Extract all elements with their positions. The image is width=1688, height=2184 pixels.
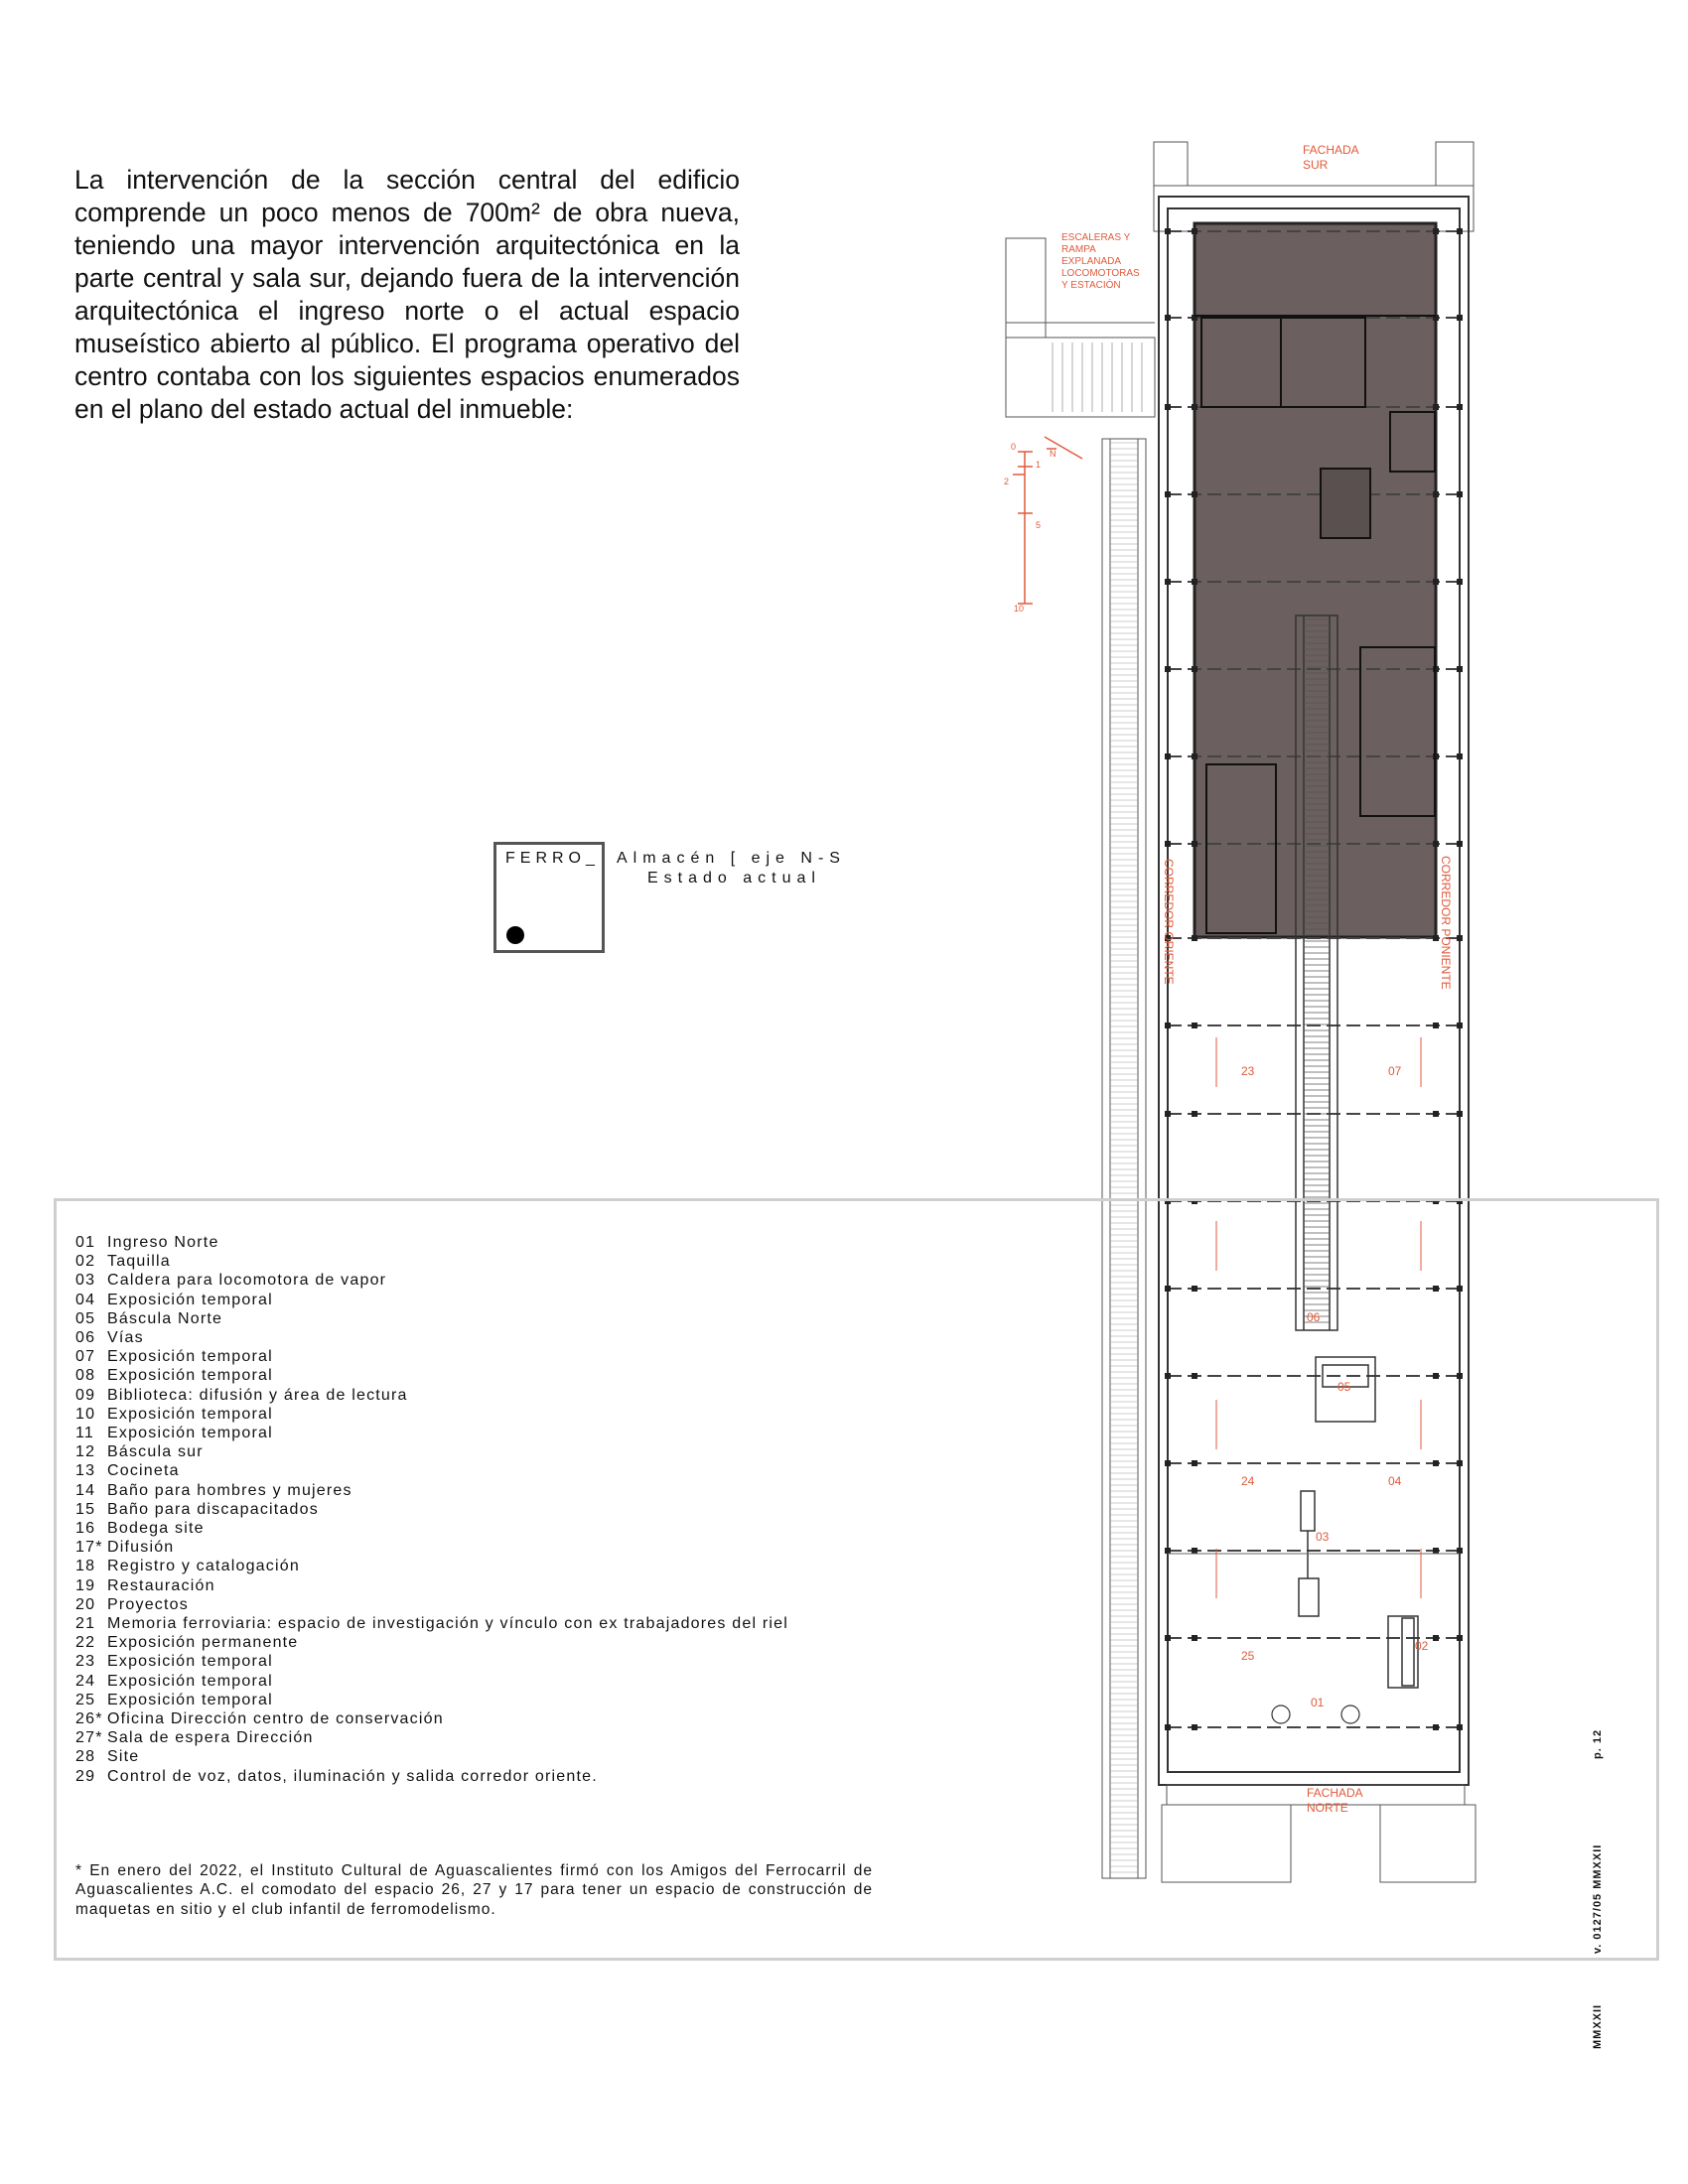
legend-item: [75, 1461, 788, 1480]
svg-text:0: 0: [1011, 442, 1017, 452]
intro-paragraph: La intervención de la sección central del edificio comprende un poco menos de 700m² de obra nueva, teniendo una mayor intervención arquitectónica en la parte central y sala sur, dejando fuera de la intervención arquitectónica el ingreso norte o el actual espacio museístico abierto al público. El programa operativo del centro contaba con los siguientes espacios enumerados en el plano del estado actual del inmueble:: [74, 164, 740, 424]
svg-text:LOCOMOTORAS: LOCOMOTORAS: [1061, 268, 1140, 279]
legend-text: Exposición temporal: [107, 1691, 273, 1708]
title-ferro: FERRO_: [505, 850, 600, 867]
legend-text: Proyectos: [107, 1595, 189, 1613]
legend-text: Taquilla: [107, 1253, 171, 1271]
legend-number: 25: [75, 1691, 96, 1708]
legend-text: Memoria ferroviaria: espacio de investigación y vínculo con ex trabajadores del riel: [107, 1615, 788, 1633]
scale-bar: [1013, 437, 1082, 604]
legend-text: Exposición temporal: [107, 1348, 273, 1366]
legend-text: Bodega site: [107, 1520, 205, 1538]
legend-text: Oficina Dirección centro de conservación: [107, 1710, 444, 1728]
legend-number: 10: [75, 1405, 96, 1423]
legend-number: 04: [75, 1291, 96, 1308]
corredor-poniente-label: CORREDOR PONIENTE: [1439, 856, 1453, 990]
svg-text:1: 1: [1036, 460, 1042, 470]
legend-text: Exposición temporal: [107, 1405, 273, 1423]
legend-item: [75, 1328, 788, 1347]
legend-item: [75, 1252, 788, 1271]
svg-text:5: 5: [1036, 520, 1042, 530]
room-06: 06: [1307, 1310, 1321, 1324]
legend-text: Exposición temporal: [107, 1672, 273, 1690]
corredor-oriente-label: CORREDOR ORIENTE: [1162, 859, 1176, 985]
escaleras-label: [1061, 232, 1140, 291]
legend-item: [75, 1576, 788, 1595]
legend-number: 14: [75, 1481, 96, 1499]
legend-item: [75, 1405, 788, 1424]
legend-text: Control de voz, datos, iluminación y salida corredor oriente.: [107, 1767, 598, 1785]
room-05: 05: [1337, 1380, 1351, 1394]
legend-item: [75, 1366, 788, 1385]
svg-text:FACHADA: FACHADA: [1307, 1786, 1363, 1800]
svg-text:NORTE: NORTE: [1307, 1801, 1348, 1815]
legend-text: Restauración: [107, 1576, 215, 1594]
legend-number: 22: [75, 1634, 96, 1652]
room-02: 02: [1415, 1639, 1429, 1653]
intervention-area: [1195, 223, 1436, 937]
svg-text:RAMPA: RAMPA: [1061, 244, 1096, 255]
svg-text:10: 10: [1014, 604, 1025, 614]
svg-text:FACHADA: FACHADA: [1303, 143, 1359, 157]
title-dot: [506, 926, 524, 944]
svg-text:N: N: [1050, 449, 1056, 459]
legend-text: Caldera para locomotora de vapor: [107, 1272, 387, 1290]
legend-item: [75, 1424, 788, 1442]
legend-item: [75, 1233, 788, 1252]
side-year: MMXXII: [1592, 2003, 1604, 2049]
legend-text: Cocineta: [107, 1462, 180, 1480]
legend-number: 21: [75, 1615, 96, 1633]
room-24: 24: [1241, 1474, 1255, 1488]
legend-item: [75, 1747, 788, 1766]
room-03: 03: [1316, 1530, 1330, 1544]
legend-item: [75, 1557, 788, 1575]
side-strip: [1590, 1725, 1633, 2049]
room-04: 04: [1388, 1474, 1402, 1488]
legend-number: 15: [75, 1500, 96, 1518]
legend-item: [75, 1595, 788, 1614]
legend-item: [75, 1652, 788, 1671]
legend-number: 26*: [75, 1710, 103, 1728]
legend-text: Sala de espera Dirección: [107, 1729, 314, 1747]
room-23: 23: [1241, 1064, 1255, 1078]
legend-item: [75, 1309, 788, 1328]
legend-number: 27*: [75, 1729, 103, 1747]
legend-text: Site: [107, 1748, 140, 1766]
room-25: 25: [1241, 1649, 1255, 1663]
legend-item: [75, 1728, 788, 1747]
title-sub: Estado actual: [647, 870, 821, 887]
legend-number: 07: [75, 1348, 96, 1366]
svg-text:Y ESTACIÓN: Y ESTACIÓN: [1061, 280, 1121, 291]
legend-number: 24: [75, 1672, 96, 1690]
legend-text: Vías: [107, 1329, 144, 1347]
legend-number: 01: [75, 1234, 96, 1251]
legend-number: 18: [75, 1558, 96, 1575]
legend-text: Exposición temporal: [107, 1291, 273, 1308]
legend-number: 29: [75, 1767, 96, 1785]
legend-item: [75, 1442, 788, 1461]
legend-item: [75, 1500, 788, 1519]
legend-number: 02: [75, 1253, 96, 1271]
legend-number: 20: [75, 1595, 96, 1613]
svg-text:2: 2: [1004, 477, 1010, 486]
svg-text:SUR: SUR: [1303, 158, 1329, 172]
side-version: v. 0127/05 MMXXII: [1592, 1843, 1604, 1954]
legend-number: 23: [75, 1653, 96, 1671]
legend-item: [75, 1271, 788, 1290]
scale-labels: [1004, 442, 1056, 614]
legend-text: Exposición temporal: [107, 1425, 273, 1442]
legend-text: Baño para hombres y mujeres: [107, 1481, 352, 1499]
legend-number: 17*: [75, 1539, 103, 1557]
legend-text: Biblioteca: difusión y área de lectura: [107, 1386, 408, 1404]
legend-item: [75, 1481, 788, 1500]
legend-text: Exposición temporal: [107, 1367, 273, 1385]
legend-number: 06: [75, 1329, 96, 1347]
legend-text: Báscula sur: [107, 1443, 204, 1461]
legend-item: [75, 1633, 788, 1652]
legend-number: 11: [75, 1425, 95, 1442]
side-page: p. 12: [1592, 1728, 1604, 1759]
legend-number: 12: [75, 1443, 96, 1461]
legend-text: Exposición temporal: [107, 1653, 273, 1671]
legend-list: [75, 1233, 788, 1786]
legend-item: [75, 1614, 788, 1633]
legend-text: Exposición permanente: [107, 1634, 299, 1652]
svg-text:EXPLANADA: EXPLANADA: [1061, 256, 1122, 267]
legend-number: 13: [75, 1462, 96, 1480]
title-main: Almacén [ eje N-S: [617, 850, 846, 867]
legend-number: 16: [75, 1520, 96, 1538]
room-01: 01: [1311, 1696, 1325, 1709]
legend-item: [75, 1672, 788, 1691]
legend-number: 08: [75, 1367, 96, 1385]
legend-number: 28: [75, 1748, 96, 1766]
legend-number: 09: [75, 1386, 96, 1404]
svg-text:ESCALERAS Y: ESCALERAS Y: [1061, 232, 1131, 243]
legend-text: Báscula Norte: [107, 1309, 223, 1327]
legend-number: 19: [75, 1576, 96, 1594]
legend-item: [75, 1709, 788, 1728]
legend-item: [75, 1519, 788, 1538]
footnote: * En enero del 2022, el Instituto Cultural de Aguascalientes firmó con los Amigos del Ferrocarril de Aguascalientes A.C. el comodato del espacio 26, 27 y 17 para tener un espacio de construcción de maquetas en sitio y el club infantil de ferromodelismo.: [75, 1861, 873, 1918]
legend-number: 05: [75, 1309, 96, 1327]
legend-item: [75, 1386, 788, 1405]
legend-item: [75, 1291, 788, 1309]
legend-item: [75, 1538, 788, 1557]
legend-item: [75, 1767, 788, 1786]
legend-text: Baño para discapacitados: [107, 1500, 319, 1518]
legend-text: Ingreso Norte: [107, 1234, 219, 1251]
legend-number: 03: [75, 1272, 96, 1290]
facade-sur-label: [1303, 143, 1359, 172]
legend-text: Registro y catalogación: [107, 1558, 300, 1575]
legend-item: [75, 1691, 788, 1709]
legend-text: Difusión: [107, 1539, 175, 1557]
legend-item: [75, 1347, 788, 1366]
room-07: 07: [1388, 1064, 1402, 1078]
